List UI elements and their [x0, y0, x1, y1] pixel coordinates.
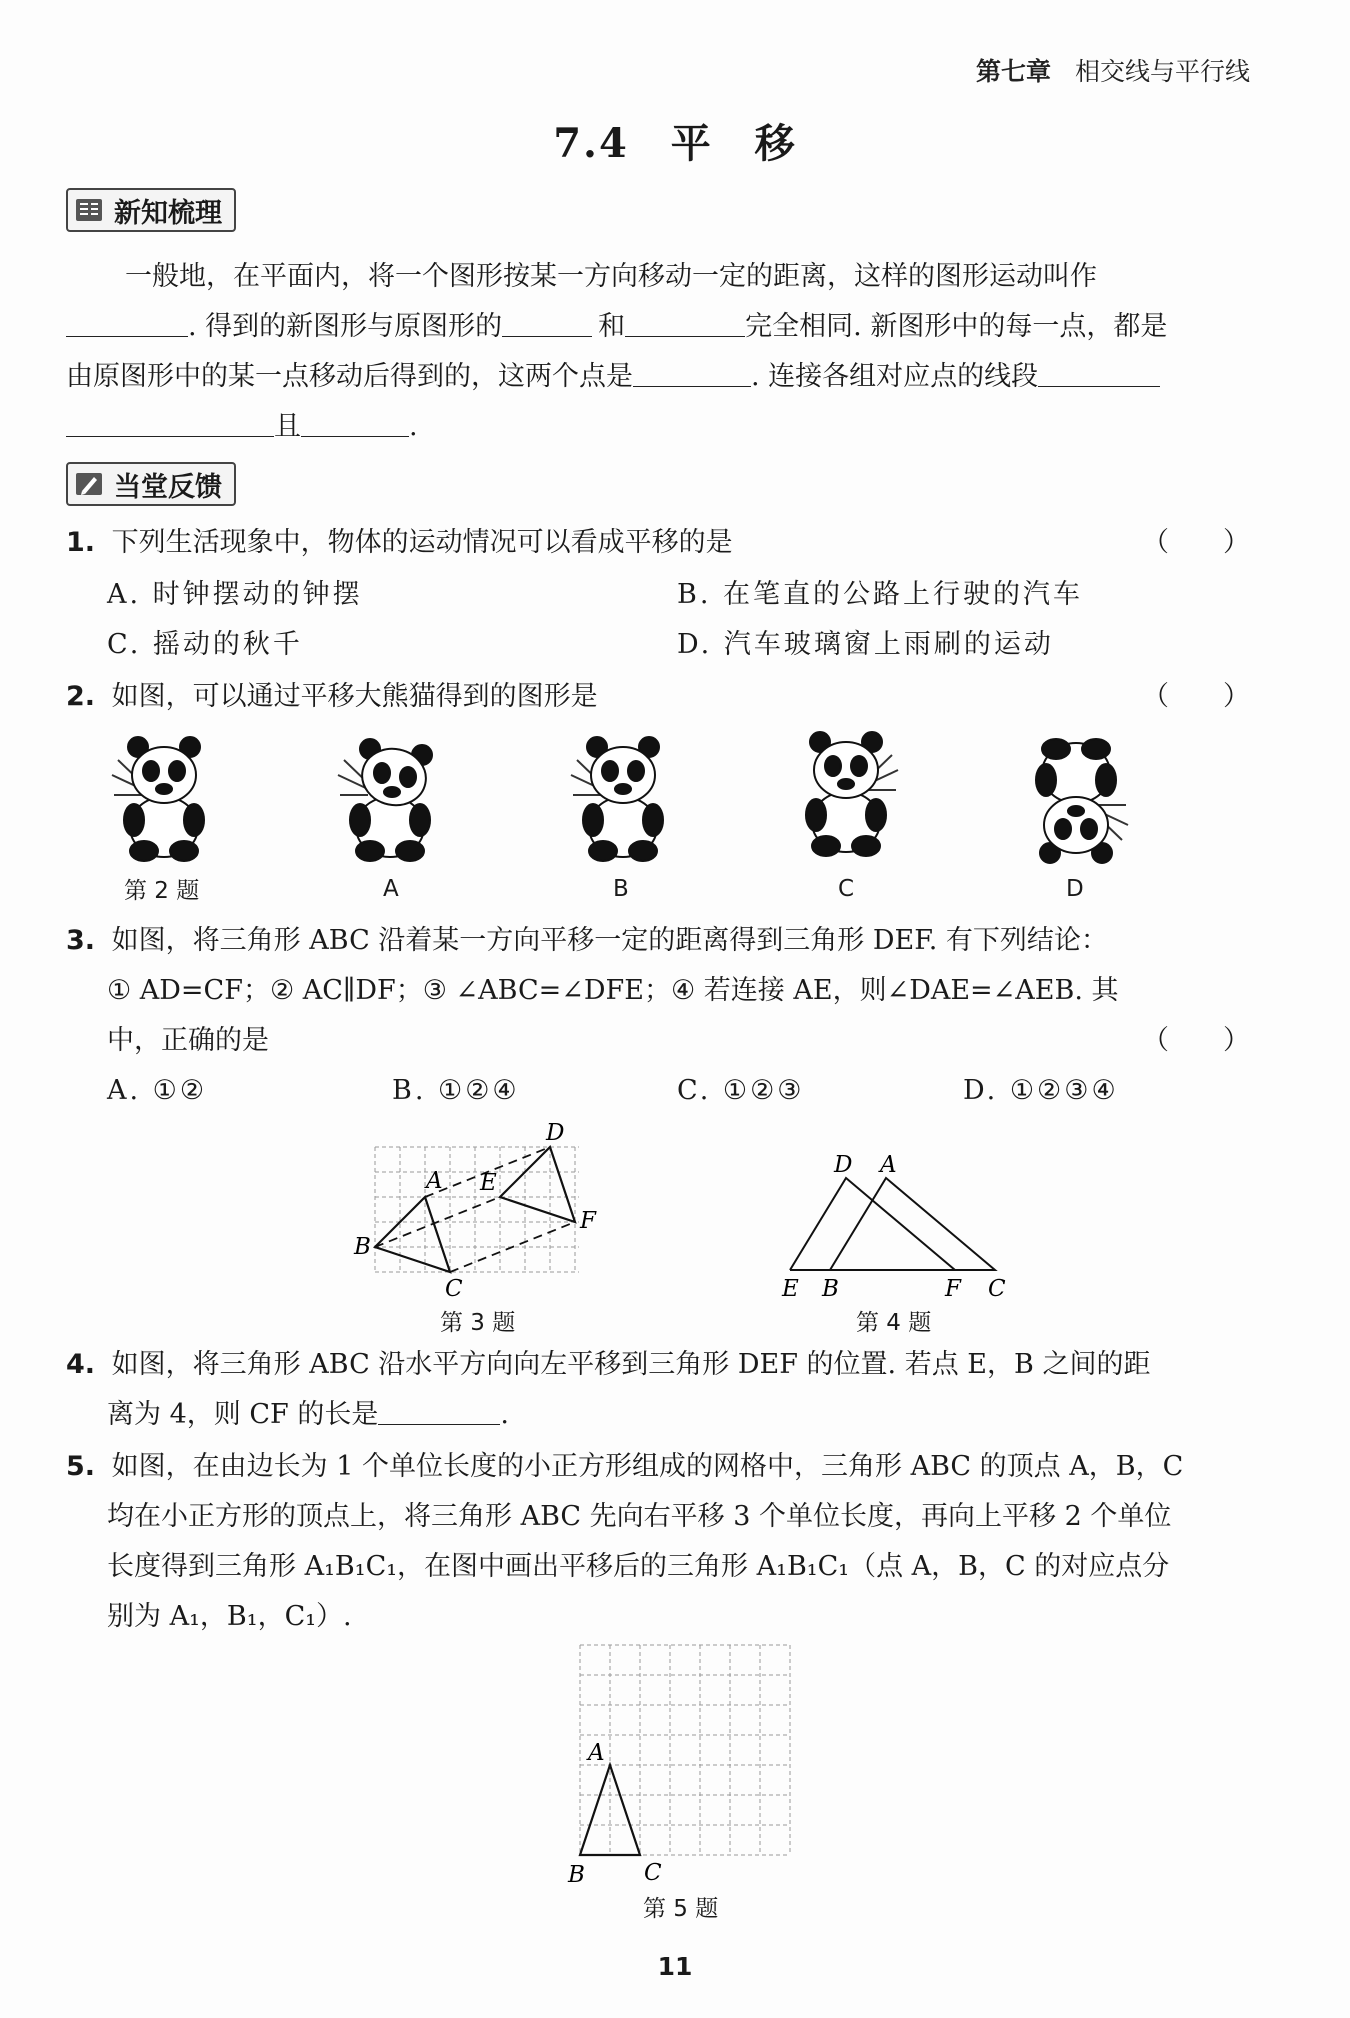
q3-option-b[interactable]: B. ①②④ — [392, 1075, 520, 1106]
chapter-number: 第七章 — [975, 57, 1051, 86]
q4-point-e: E — [782, 1276, 799, 1302]
q1-option-b[interactable]: B. 在笔直的公路上行驶的汽车 — [677, 579, 1084, 610]
question-1 — [66, 518, 733, 568]
question-number: 3. — [66, 925, 96, 956]
section-title — [0, 112, 1350, 169]
q3-point-b: B — [354, 1234, 371, 1260]
title-word-1: 平 — [670, 120, 713, 167]
section-label-text: 新知梳理 — [114, 197, 222, 229]
intro-line-1: 一般地，在平面内，将一个图形按某一方向移动一定的距离，这样的图形运动叫作 — [125, 261, 1097, 292]
answer-paren-q2[interactable]: （ ） — [1142, 681, 1250, 712]
figure-q4-triangles-diagram — [780, 1150, 1010, 1305]
question-text: 如图，在由边长为 1 个单位长度的小正方形组成的网格中，三角形 ABC 的顶点 A，B，C — [111, 1451, 1184, 1482]
q1-option-c[interactable]: C. 摇动的秋千 — [107, 629, 303, 660]
q3-point-e: E — [480, 1170, 497, 1196]
figure-caption-q4: 第 4 题 — [856, 1310, 932, 1336]
q3-point-f: F — [580, 1208, 596, 1234]
q1-option-d[interactable]: D. 汽车玻璃窗上雨刷的运动 — [677, 629, 1054, 660]
answer-paren-q3[interactable]: （ ） — [1142, 1025, 1250, 1056]
q1-option-a[interactable]: A. 时钟摆动的钟摆 — [107, 579, 363, 610]
figure-q3-grid-diagram — [350, 1120, 610, 1306]
q3-point-a: A — [426, 1168, 443, 1194]
panda-option-a-image[interactable] — [330, 735, 450, 865]
q4-point-c: C — [988, 1276, 1006, 1302]
q5-point-b: B — [568, 1862, 585, 1888]
chapter-title: 相交线与平行线 — [1074, 57, 1250, 86]
question-text: 下列生活现象中，物体的运动情况可以看成平移的是 — [111, 527, 733, 558]
pencil-note-icon — [74, 470, 104, 498]
panda-option-c-image[interactable] — [786, 730, 906, 860]
panda-original-image — [104, 735, 224, 865]
question-3-line-1 — [66, 916, 1108, 966]
option-label-b[interactable]: B — [613, 876, 629, 902]
intro-line-4: 且 . — [66, 402, 418, 452]
question-3-line-3: 中，正确的是 — [107, 1025, 269, 1056]
figure-caption-q5: 第 5 题 — [643, 1896, 719, 1922]
section-label-feedback — [66, 462, 236, 506]
option-label-a[interactable]: A — [383, 876, 399, 902]
answer-paren-q1[interactable]: （ ） — [1142, 527, 1250, 558]
panda-option-d-image[interactable] — [1016, 735, 1136, 865]
question-text: 如图，将三角形 ABC 沿水平方向向左平移到三角形 DEF 的位置. 若点 E，B 之间的距 — [111, 1349, 1151, 1380]
question-5-line-4: 别为 A₁，B₁，C₁）. — [107, 1601, 352, 1632]
question-number: 5. — [66, 1451, 96, 1482]
question-2 — [66, 672, 598, 722]
fill-blank-3[interactable] — [625, 306, 745, 337]
q3-option-a[interactable]: A. ①② — [107, 1075, 208, 1106]
section-number: 7.4 — [553, 120, 629, 167]
option-label-d[interactable]: D — [1066, 876, 1084, 902]
q4-point-d: D — [834, 1152, 853, 1178]
question-5-line-3: 长度得到三角形 A₁B₁C₁，在图中画出平移后的三角形 A₁B₁C₁（点 A，B，C 的对应点分 — [107, 1551, 1170, 1582]
question-4-line-1 — [66, 1340, 1150, 1390]
q4-point-a: A — [880, 1152, 897, 1178]
q5-point-c: C — [644, 1860, 662, 1886]
question-4-line-2: 离为 4，则 CF 的长是 . — [107, 1390, 509, 1440]
fill-blank-6[interactable] — [301, 406, 409, 437]
option-label-c[interactable]: C — [838, 876, 855, 902]
q3-point-d: D — [546, 1120, 565, 1146]
fill-blank-5[interactable] — [1038, 356, 1160, 387]
fill-blank-q4[interactable] — [378, 1394, 500, 1425]
q4-point-f: F — [945, 1276, 961, 1302]
intro-line-2: . 得到的新图形与原图形的 和 完全相同. 新图形中的每一点，都是 — [66, 302, 1167, 352]
fill-blank-2[interactable] — [502, 306, 592, 337]
title-word-2: 移 — [754, 120, 797, 167]
section-label-text: 当堂反馈 — [114, 471, 222, 503]
question-5-line-2: 均在小正方形的顶点上，将三角形 ABC 先向右平移 3 个单位长度，再向上平移 2 个单位 — [107, 1501, 1172, 1532]
intro-line-3: 由原图形中的某一点移动后得到的，这两个点是 . 连接各组对应点的线段 — [66, 352, 1160, 402]
figure-q5-grid-canvas[interactable] — [560, 1640, 800, 1890]
section-label-new-knowledge — [66, 188, 236, 232]
question-3-line-2: ① AD=CF；② AC∥DF；③ ∠ABC=∠DFE；④ 若连接 AE，则∠DAE=∠AEB. 其 — [107, 975, 1119, 1006]
question-number: 4. — [66, 1349, 96, 1380]
fill-blank-4[interactable] — [633, 356, 751, 387]
question-number: 2. — [66, 681, 96, 712]
q5-point-a: A — [588, 1740, 605, 1766]
question-text: 如图，将三角形 ABC 沿着某一方向平移一定的距离得到三角形 DEF. 有下列结论： — [111, 925, 1108, 956]
question-text: 如图，可以通过平移大熊猫得到的图形是 — [111, 681, 598, 712]
figure-caption-q2: 第 2 题 — [124, 878, 200, 904]
q4-point-b: B — [822, 1276, 839, 1302]
page-number: 11 — [657, 1952, 693, 1981]
running-header — [976, 52, 1250, 88]
q3-point-c: C — [445, 1276, 463, 1302]
book-icon — [74, 196, 104, 224]
question-5-line-1 — [66, 1442, 1183, 1492]
q3-option-c[interactable]: C. ①②③ — [677, 1075, 805, 1106]
figure-caption-q3: 第 3 题 — [440, 1310, 516, 1336]
question-number: 1. — [66, 527, 96, 558]
q3-option-d[interactable]: D. ①②③④ — [963, 1075, 1119, 1106]
fill-blank-1[interactable] — [66, 306, 188, 337]
panda-option-b-image[interactable] — [563, 735, 683, 865]
fill-blank-5b[interactable] — [66, 406, 274, 437]
